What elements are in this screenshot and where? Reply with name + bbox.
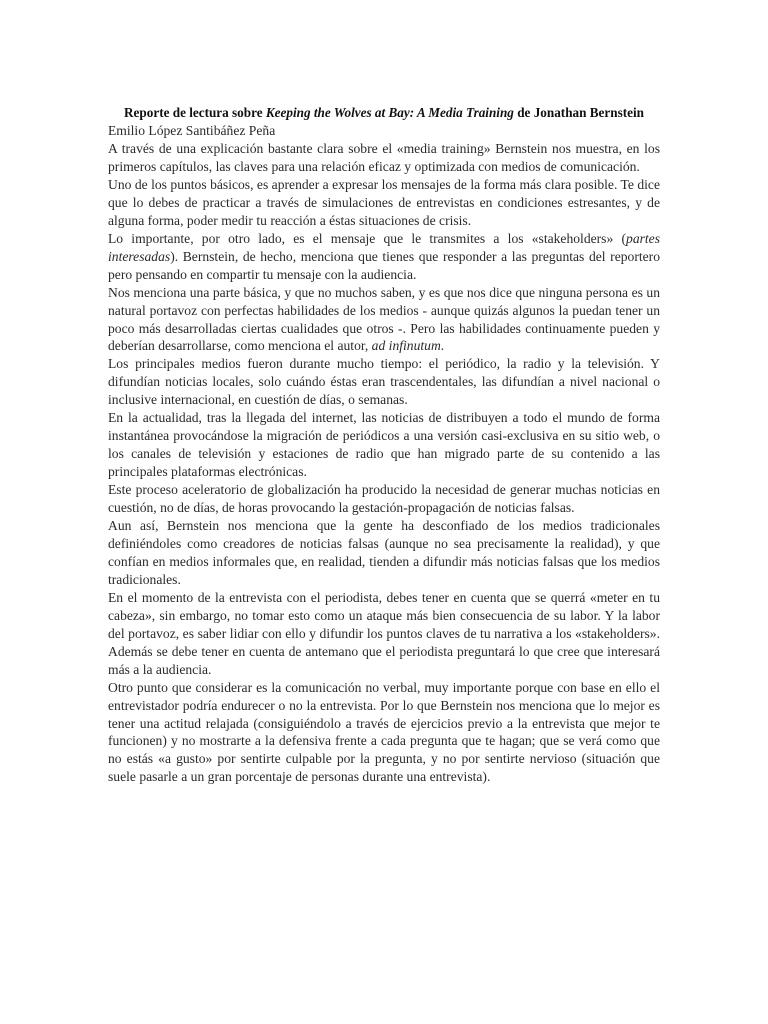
paragraph-4-after: . <box>440 338 445 354</box>
paragraph-1: A través de una explicación bastante clara sobre el «media training» Bernstein nos muestra, en los primeros capítulos, las claves para una relación eficaz y optimizada con medios de comunicación. <box>108 141 660 174</box>
paragraph-3-italic: partes interesadas <box>108 230 660 264</box>
paragraph-9: En el momento de la entrevista con el periodista, debes tener en cuenta que se querrá «meter en tu cabeza», sin embargo, no tomar esto como un ataque más bien consecuencia de su labor. Y la labor del portavoz, es saber lidiar con ello y difundir los puntos claves de tu narrativa a los «stakeholders». Además se debe tener en cuenta de antemano que el periodista preguntará lo que cree que interesará más a la audiencia. <box>108 589 660 677</box>
paragraph-8: Aun así, Bernstein nos menciona que la gente ha desconfiado de los medios tradicionales definiéndoles como creadores de noticias falsas (aunque no sea precisamente la realidad), y que confían en medios informales que, en realidad, tienden a difundir más noticias falsas que los medios tradicionales. <box>108 518 660 587</box>
paragraph-3-before: Lo importante, por otro lado, es el mensaje que le transmites a los «stakeholders» ( <box>108 230 627 246</box>
paragraph-3-after: ). Bernstein, de hecho, menciona que tienes que responder a las preguntas del reportero pero pensando en compartir tu mensaje con la audiencia. <box>108 248 660 282</box>
paragraph-4-before: Nos menciona una parte básica, y que no muchos saben, y es que nos dice que ninguna persona es un natural portavoz con perfectas habilidades de los medios - aunque quizás algunos la puedan tener un poco más desarrolladas ciertas cualidades que otros -. Pero las habilidades continuamente pueden y deberían desarrollarse, como menciona el autor, <box>108 284 660 354</box>
document-title <box>108 104 660 122</box>
paragraph-4 <box>108 284 660 356</box>
paragraph-2: Uno de los puntos básicos, es aprender a expresar los mensajes de la forma más clara posible. Te dice que lo debes de practicar a través de simulaciones de entrevistas en condiciones estresantes, y de alguna forma, poder medir tu reacción a éstas situaciones de crisis. <box>108 176 660 228</box>
paragraph-6: En la actualidad, tras la llegada del internet, las noticias de distribuyen a todo el mundo de forma instantánea provocándose la migración de periódicos a una versión casi-exclusiva en su sitio web, o los canales de televisión y estaciones de radio que han migrado parte de su contenido a las principales plataformas electrónicas. <box>108 410 660 480</box>
paragraph-4-italic: ad infinutum <box>371 338 441 354</box>
title-prefix: Reporte de lectura sobre <box>124 105 266 120</box>
document-page <box>108 104 660 786</box>
title-book: Keeping the Wolves at Bay: A Media Training <box>265 105 514 120</box>
title-suffix: de Jonathan Bernstein <box>513 105 644 120</box>
paragraph-5: Los principales medios fueron durante mucho tiempo: el periódico, la radio y la televisión. Y difundían noticias locales, solo cuándo éstas eran trascendentales, las difundían a nivel nacional o inclusive internacional, en cuestión de días, o semanas. <box>108 356 660 408</box>
author-name: Emilio López Santibáñez Peña <box>108 123 276 138</box>
paragraph-10: Otro punto que considerar es la comunicación no verbal, muy importante porque con base en ello el entrevistador podría endurecer o no la entrevista. Por lo que Bernstein nos menciona que lo mejor es tener una actitud relajada (consiguiéndolo a través de ejercicios previo a la entrevista que mejor te funcionen) y no mostrarte a la defensiva frente a cada pregunta que te hagan; que se verá como que no estás «a gusto» por sentirte culpable por la pregunta, y no por sentirte nervioso (situación que suele pasarle a un gran porcentaje de personas durante una entrevista). <box>108 679 660 785</box>
paragraph-3 <box>108 230 660 284</box>
paragraph-7: Este proceso aceleratorio de globalización ha producido la necesidad de generar muchas noticias en cuestión, no de días, de horas provocando la gestación-propagación de noticias falsas. <box>108 482 660 516</box>
